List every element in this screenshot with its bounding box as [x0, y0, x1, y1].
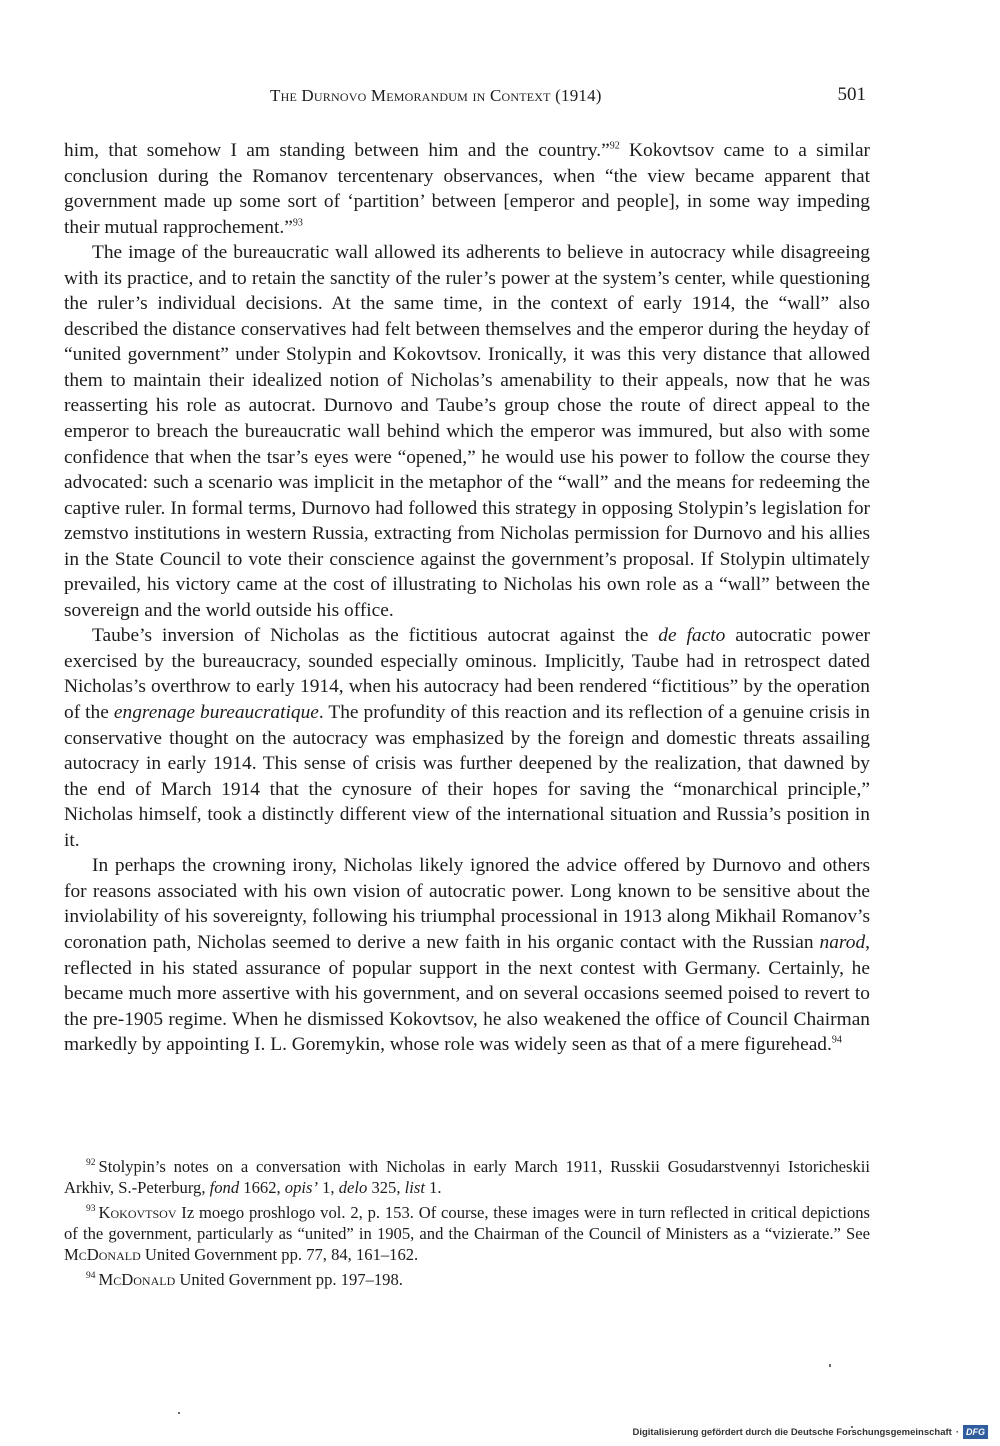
italic-text: engrenage bureaucratique [113, 702, 319, 724]
text-run: autocratic power exercised by the bureaucracy, sounded especially ominous. Implicitly, Taube had in retrospect dated Nicholas’s overthrow to early 1914, when his autocracy had been rendered “fictitious” by the operation of the [64, 625, 871, 724]
running-head [64, 86, 870, 112]
paragraph [64, 853, 870, 1057]
text-run: In perhaps the crowning irony, Nicholas likely ignored the advice offered by Durnovo and others for reasons associated with his own vision of autocratic power. Long known to be sensitive about the inviolability of his sovereignty, following his triumphal processional in 1913 along Mikhail Romanov’s coronation path, Nicholas seemed to derive a new faith in his organic contact with the Russian [64, 855, 870, 953]
paragraph [64, 138, 870, 240]
footnote-reference: 94 [831, 1034, 842, 1046]
footnote-marker: 93 [86, 1204, 96, 1215]
running-title: The Durnovo Memorandum in Context (1914) [270, 86, 602, 105]
text-run: Taube’s inversion of Nicholas as the fictitious autocrat against the [92, 625, 659, 647]
text-run: , reflected in his stated assurance of popular support in the next contest with Germany. Certainly, he became much more assertive with his government, and on several occasions seemed poised to revert to the pre-1905 regime. When he dismissed Kokovtsov, he also weakened the office of Council Chairman markedly by appointing I. L. Goremykin, whose role was widely seen as that of a mere figurehead. [64, 931, 870, 1056]
footnote-reference: 92 [609, 140, 620, 152]
text-run: 1, [317, 1178, 339, 1197]
footnote [64, 1202, 870, 1265]
footnotes [64, 1156, 870, 1294]
scan-speck [829, 1364, 831, 1367]
document-page [64, 0, 870, 1446]
italic-text: fond [209, 1178, 240, 1197]
paragraph [64, 623, 870, 853]
text-run: Stolypin’s notes on a conversation with Nicholas in early March 1911, Russkii Gosudarstvennyi Istoricheskii Arkhiv, S.-Peterburg, [64, 1157, 870, 1197]
text-run: United Government pp. 197–198. [175, 1270, 403, 1289]
italic-text: de facto [658, 625, 726, 647]
author-name: McDonald [98, 1270, 176, 1289]
italic-text: list [404, 1178, 425, 1197]
italic-text: delo [338, 1178, 368, 1197]
text-run: 1662, [239, 1178, 285, 1197]
text-run: Kokovtsov came to a similar conclusion during the Romanov tercentenary observances, when “the view became apparent that government made up some sort of ‘partition’ between [emperor and people], in some way impeding their mutual rapprochement.” [64, 140, 871, 238]
text-run: Iz moego proshlogo vol. 2, p. 153. Of course, these images were in turn reflected in critical depictions of the government, particularly as “united” in 1905, and the Chairman of the Council of Ministers as a “vizierate.” See [64, 1203, 870, 1243]
footnote-reference: 93 [292, 217, 303, 229]
paragraph [64, 240, 870, 623]
dfg-logo: DFG [963, 1425, 988, 1439]
body-text [64, 138, 870, 1058]
scan-speck [178, 1412, 180, 1414]
page-number: 501 [837, 84, 866, 105]
text-run: him, that somehow I am standing between him and the country.” [64, 140, 610, 161]
author-name: McDonald [64, 1245, 141, 1264]
footnote-marker: 92 [86, 1158, 96, 1169]
footnote-marker: 94 [86, 1271, 96, 1282]
author-name: Kokovtsov [98, 1203, 177, 1222]
footnote [64, 1269, 870, 1290]
text-run: 1. [424, 1178, 442, 1197]
funding-note: Digitalisierung gefördert durch die Deutsche Forschungsgemeinschaft [632, 1426, 952, 1438]
footnote [64, 1156, 870, 1198]
text-run: 325, [367, 1178, 405, 1197]
text-run: The image of the bureaucratic wall allowed its adherents to believe in autocracy while disagreeing with its practice, and to retain the sanctity of the ruler’s power at the system’s center, while questioning the ruler’s individual decisions. At the same time, in the context of early 1914, the “wall” also described the distance conservatives had felt between themselves and the emperor during the heyday of “united government” under Stolypin and Kokovtsov. Ironically, it was this very distance that allowed them to maintain their idealized notion of Nicholas’s amenability to their appeals, now that he was reasserting his role as autocrat. Durnovo and Taube’s group chose the route of direct appeal to the emperor to breach the bureaucratic wall behind which the emperor was immured, but also with some confidence that when the tsar’s eyes were “opened,” he would use his power to follow the course they advocated: such a scenario was implicit in the metaphor of the “wall” and the means for redeeming the captive ruler. In formal terms, Durnovo had followed this strategy in opposing Stolypin’s legislation for zemstvo institutions in western Russia, extracting from Nicholas permission for Durnovo and his allies in the State Council to vote their conscience against the government’s proposal. If Stolypin ultimately prevailed, his victory came at the cost of illustrating to Nicholas his own role as a “wall” between the sovereign and the world outside his office. [64, 242, 870, 621]
text-run: United Government pp. 77, 84, 161–162. [140, 1245, 419, 1264]
italic-text: narod [819, 931, 866, 953]
footer-separator: · [955, 1426, 959, 1438]
text-run: . The profundity of this reaction and its reflection of a genuine crisis in conservative thought on the autocracy was emphasized by the foreign and domestic threats assailing autocracy in early 1914. This sense of crisis was further deepened by the realization, that dawned by the end of March 1914 that the cynosure of their hopes for saving the “monarchical principle,” Nicholas himself, took a distinctly different view of the international situation and Russia’s position in it. [64, 702, 870, 851]
italic-text: opis’ [284, 1178, 318, 1197]
dfg-funding-footer [632, 1425, 988, 1439]
